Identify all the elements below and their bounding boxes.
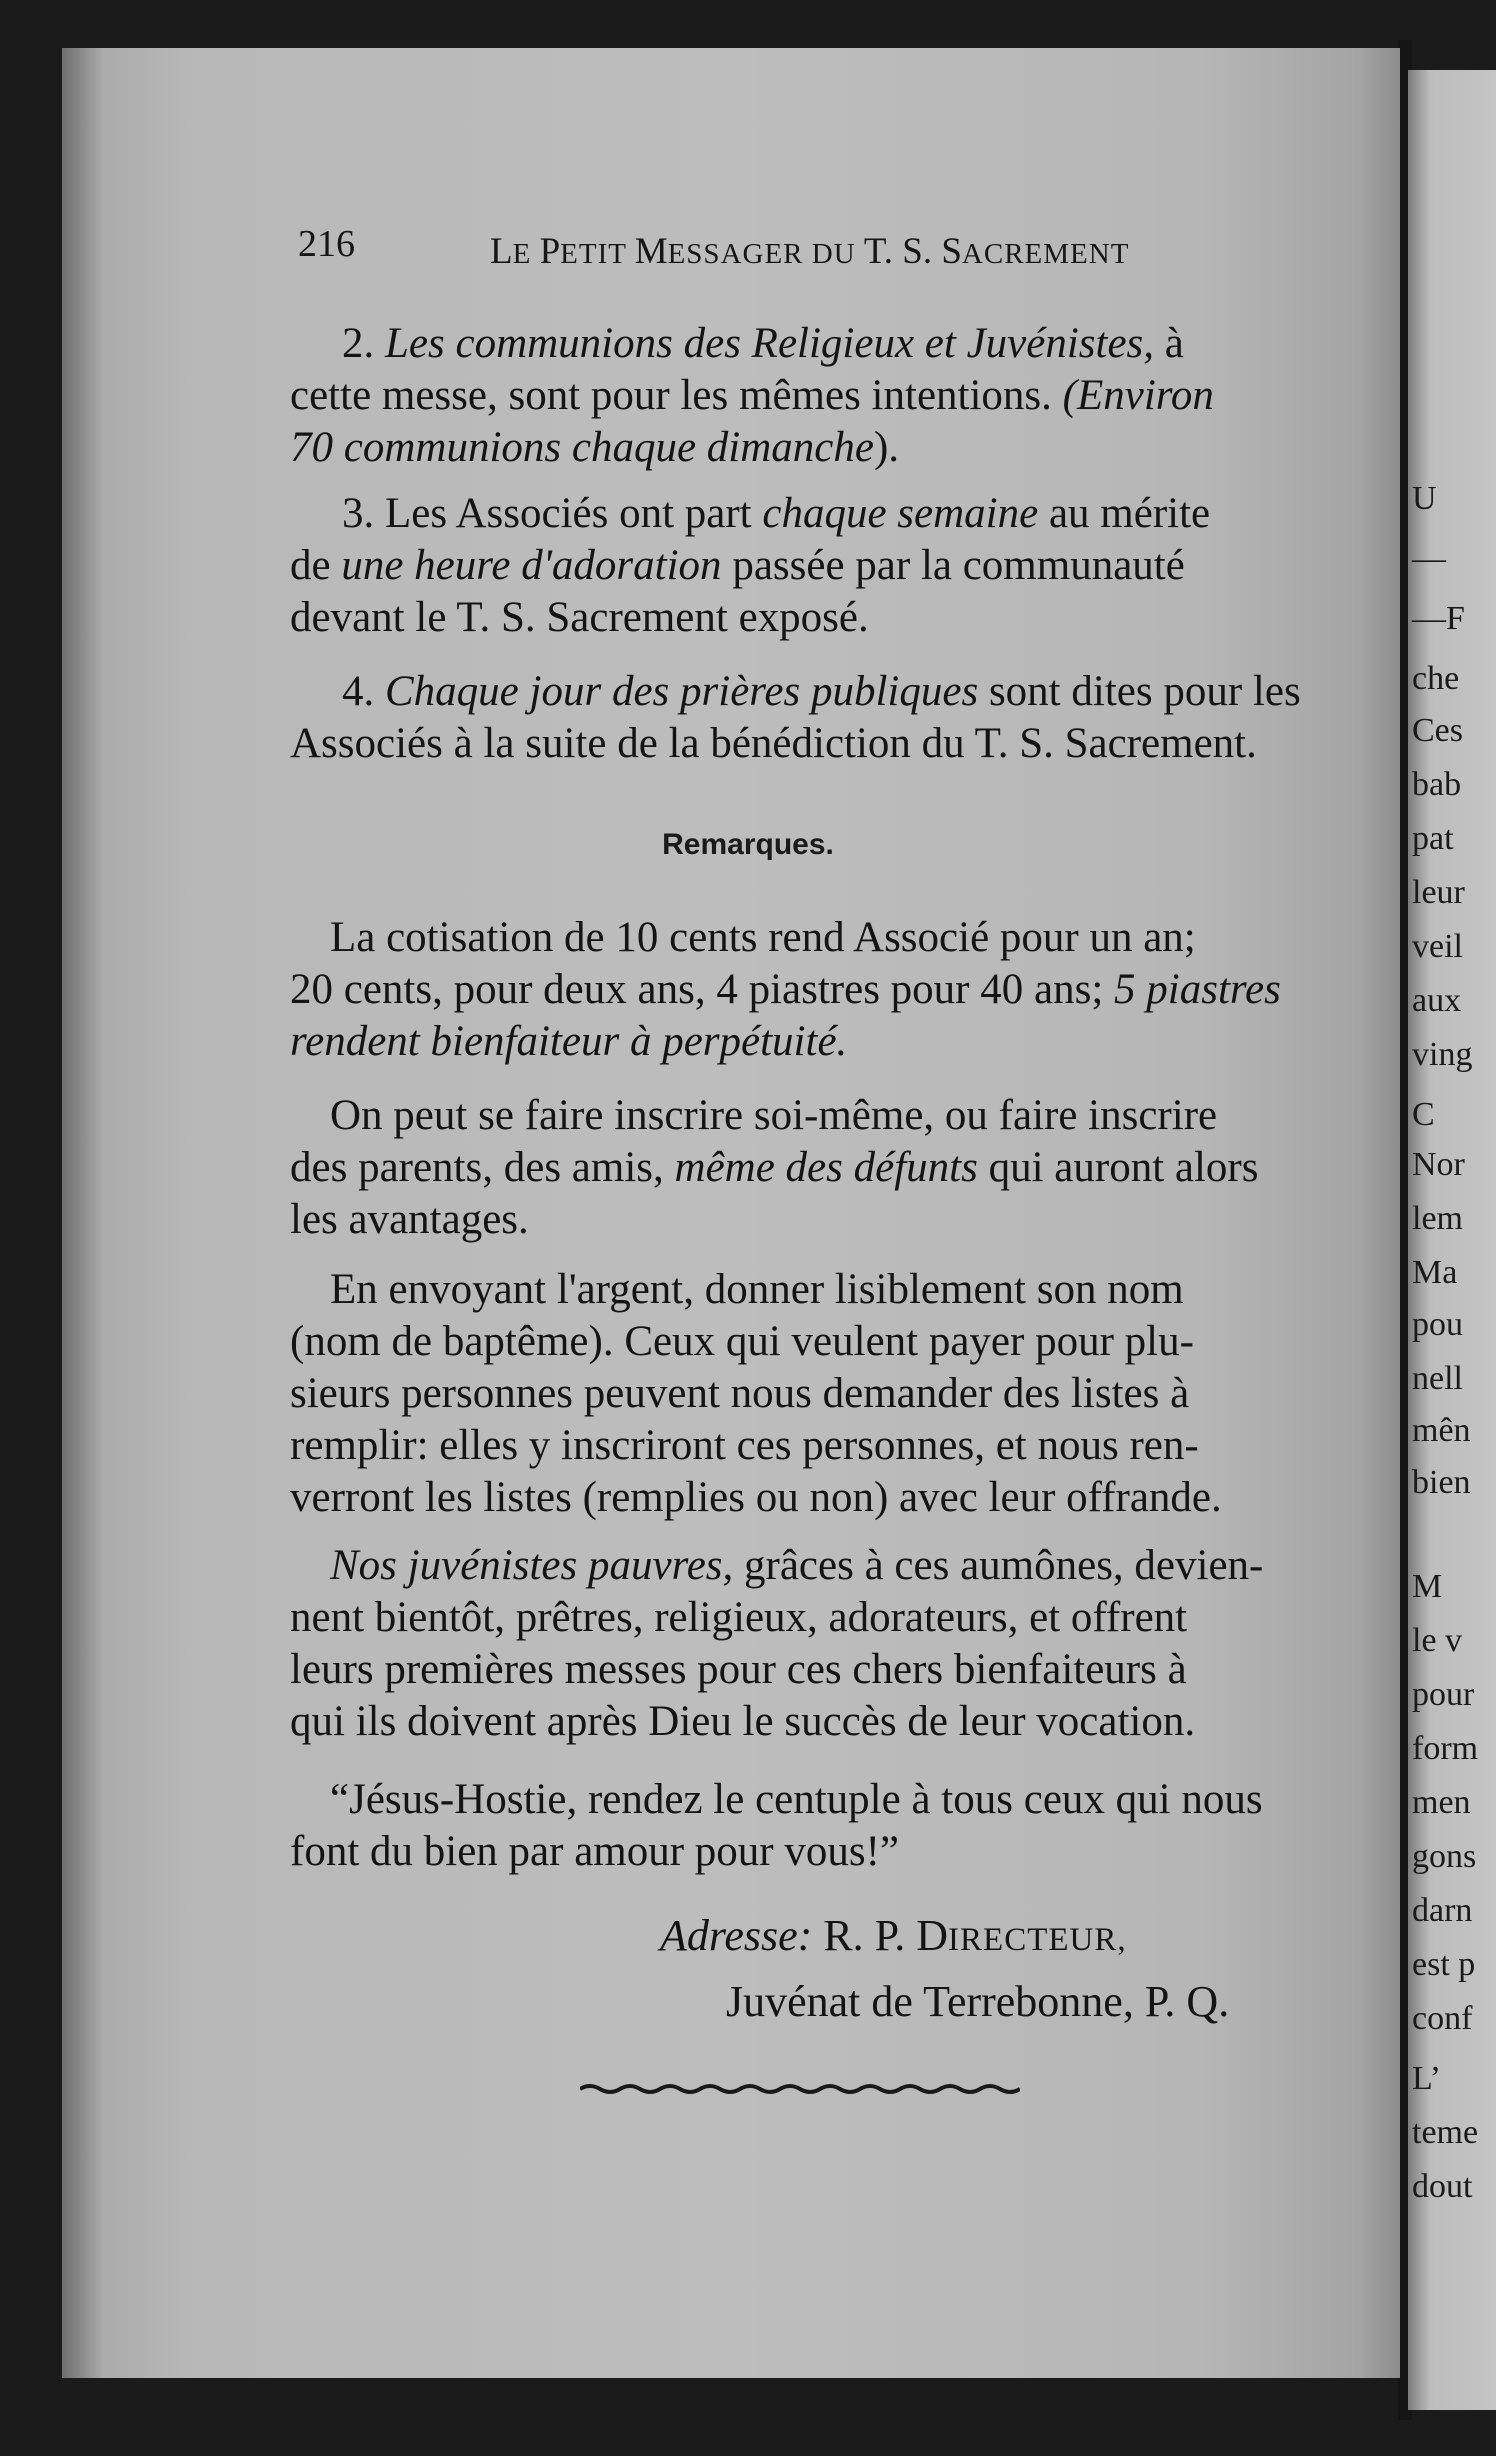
item-2 <box>290 318 1390 474</box>
right-page-fragment: leur <box>1412 874 1465 911</box>
paragraph-argent <box>290 1264 1390 1524</box>
item-3-line-3: devant le T. S. Sacrement exposé. <box>290 594 869 641</box>
item-4-line-2: Associés à la suite de la bénédiction du T. S. Sacrement. <box>290 720 1257 767</box>
right-page-fragment: gons <box>1412 1838 1477 1875</box>
paragraph-cotisation <box>290 912 1390 1068</box>
p4-line-2: nent bientôt, prêtres, religieux, adorateurs, et offrent <box>290 1594 1188 1641</box>
item-3-line-1: 3. Les Associés ont part chaque semaine au mérite <box>342 490 1211 537</box>
item-2-line-2: cette messe, sont pour les mêmes intentions. (Environ <box>290 372 1214 419</box>
right-page-fragment: M <box>1412 1568 1443 1605</box>
right-page-fragment: form <box>1412 1730 1479 1767</box>
right-page-fragment: aux <box>1412 982 1462 1019</box>
item-3 <box>290 488 1390 644</box>
right-page-fragment: pou <box>1412 1306 1463 1343</box>
right-page-fragment: C <box>1412 1096 1435 1133</box>
right-page-fragment: Nor <box>1412 1146 1465 1183</box>
right-page-fragment: Ces <box>1412 712 1463 749</box>
right-page-fragment: U <box>1412 480 1437 517</box>
right-page-fragment: Ma <box>1412 1254 1458 1291</box>
item-4 <box>290 666 1390 770</box>
right-page-fragment: darn <box>1412 1892 1473 1929</box>
page-number: 216 <box>298 223 355 265</box>
item-2-line-3: 70 communions chaque dimanche). <box>290 424 900 471</box>
p3-line-5: verront les listes (remplies ou non) avec leur offrande. <box>290 1474 1222 1521</box>
right-page-fragment: lem <box>1412 1200 1463 1237</box>
p2-line-3: les avantages. <box>290 1196 529 1243</box>
right-page-fragment: conf <box>1412 2000 1473 2037</box>
right-page-fragment: pour <box>1412 1676 1475 1713</box>
p2-line-2: des parents, des amis, même des défunts qui auront alors <box>290 1144 1259 1191</box>
paragraph-inscription <box>290 1090 1390 1246</box>
right-page-fragment: mên <box>1412 1412 1471 1449</box>
right-page-fragment: — <box>1412 540 1446 577</box>
p4-line-4: qui ils doivent après Dieu le succès de leur vocation. <box>290 1698 1196 1745</box>
p5-line-2: font du bien par amour pour vous!” <box>290 1828 900 1875</box>
section-heading: Remarques. <box>662 828 834 861</box>
right-page-fragment: L’ <box>1412 2060 1441 2097</box>
right-page-fragment: bab <box>1412 766 1462 803</box>
right-page-fragment: bien <box>1412 1464 1471 1501</box>
right-page-fragment: ving <box>1412 1036 1473 1073</box>
paragraph-juvenistes <box>290 1540 1390 1748</box>
p5-line-1: “Jésus-Hostie, rendez le centuple à tous ceux qui nous <box>330 1776 1263 1823</box>
p3-line-2: (nom de baptême). Ceux qui veulent payer pour plu- <box>290 1318 1194 1365</box>
right-page-fragment: nell <box>1412 1360 1463 1397</box>
running-title: LE PETIT MESSAGER DU T. S. SACREMENT <box>490 231 1130 272</box>
right-page-fragment: veil <box>1412 928 1463 965</box>
address-line-1: Adresse: R. P. DIRECTEUR, <box>660 1911 1127 1960</box>
p3-line-4: remplir: elles y inscriront ces personnes, et nous ren- <box>290 1422 1199 1469</box>
p1-line-2: 20 cents, pour deux ans, 4 piastres pour 40 ans; 5 piastres <box>290 966 1281 1013</box>
p4-line-1: Nos juvénistes pauvres, grâces à ces aumônes, devien- <box>330 1542 1264 1589</box>
p2-line-1: On peut se faire inscrire soi-même, ou faire inscrire <box>330 1092 1218 1139</box>
right-page-fragment: teme <box>1412 2114 1479 2151</box>
item-3-line-2: de une heure d'adoration passée par la communauté <box>290 542 1185 589</box>
right-page-fragment: che <box>1412 660 1460 697</box>
right-page <box>1408 70 1496 2410</box>
right-page-fragment: men <box>1412 1784 1471 1821</box>
p1-line-1: La cotisation de 10 cents rend Associé pour un an; <box>330 914 1196 961</box>
address-line-2: Juvénat de Terrebonne, P. Q. <box>726 1977 1230 2026</box>
p4-line-3: leurs premières messes pour ces chers bienfaiteurs à <box>290 1646 1187 1693</box>
p1-line-3: rendent bienfaiteur à perpétuité. <box>290 1018 848 1065</box>
p3-line-3: sieurs personnes peuvent nous demander des listes à <box>290 1370 1190 1417</box>
item-2-line-1: 2. Les communions des Religieux et Juvénistes, à <box>342 320 1184 367</box>
right-page-fragment: le v <box>1412 1622 1463 1659</box>
right-page-fragment: est p <box>1412 1946 1476 1983</box>
item-4-line-1: 4. Chaque jour des prières publiques sont dites pour les <box>342 668 1301 715</box>
right-page-fragment: dout <box>1412 2168 1473 2205</box>
right-page-fragment: pat <box>1412 820 1454 857</box>
p3-line-1: En envoyant l'argent, donner lisiblement son nom <box>330 1266 1184 1313</box>
wavy-ornament-divider <box>580 2075 1020 2105</box>
right-page-fragment: —F <box>1412 600 1465 637</box>
paragraph-prayer-quote <box>290 1774 1390 1878</box>
